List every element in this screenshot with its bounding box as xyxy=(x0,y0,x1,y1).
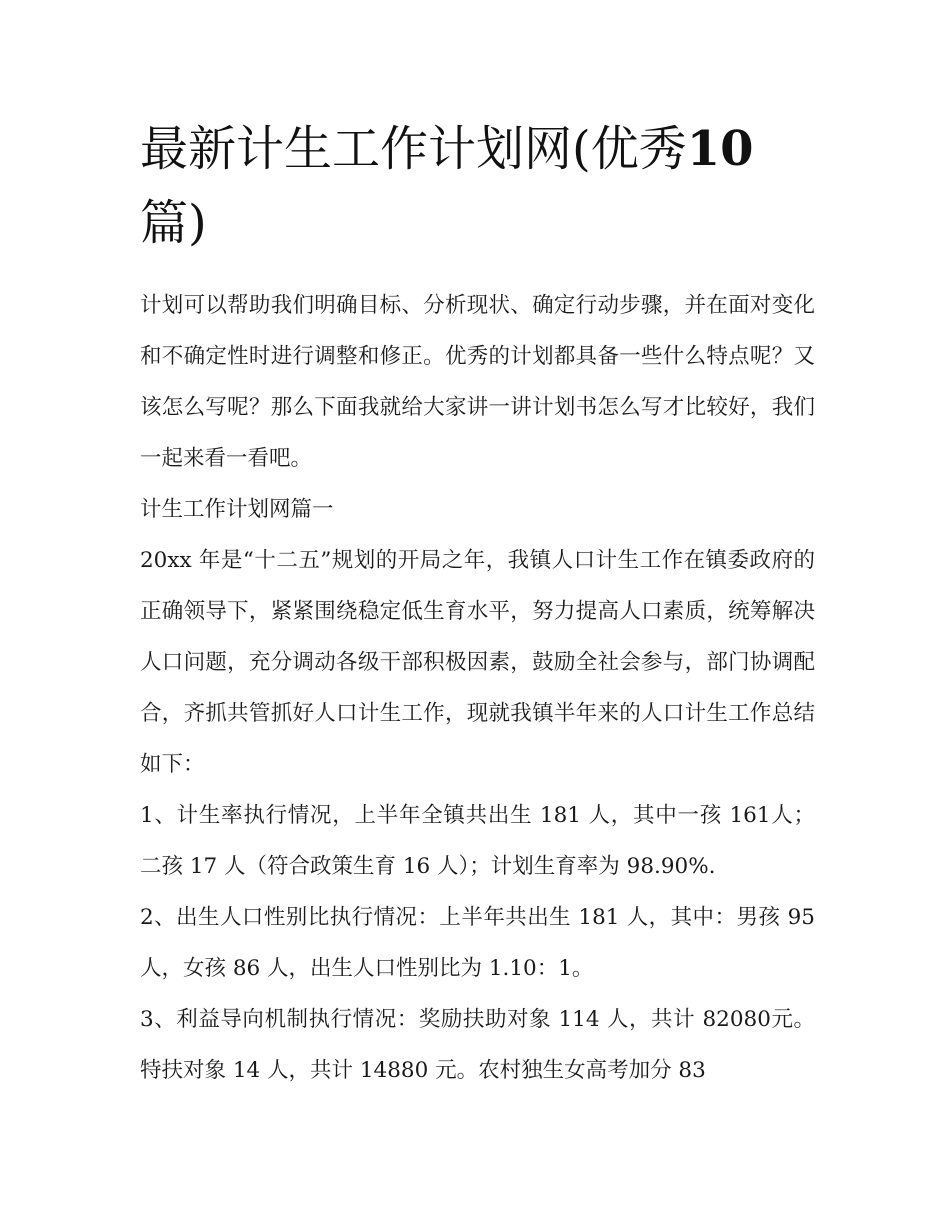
title-end: 篇) xyxy=(140,195,207,251)
title-number: 10 xyxy=(686,121,754,177)
list-item-2: 2、出生人口性别比执行情况：上半年共出生 181 人，其中：男孩 95 人，女孩 86 人，出生人口性别比为 1.10：1。 xyxy=(140,905,815,981)
section-intro-paragraph: 20xx 年是“十二五”规划的开局之年，我镇人口计生工作在镇委政府的正确领导下，紧紧围绕稳定低生育水平，努力提高人口素质，统筹解决人口问题，充分调动各级干部积极因素，鼓励全社会参与，部门协调配合，齐抓共管抓好人口计生工作，现就我镇半年来的人口计生工作总结如下： xyxy=(140,548,815,777)
intro-paragraph: 计划可以帮助我们明确目标、分析现状、确定行动步骤，并在面对变化和不确定性时进行调整和修正。优秀的计划都具备一些什么特点呢？又该怎么写呢？那么下面我就给大家讲一讲计划书怎么写才比较好，我们一起来看一看吧。 xyxy=(140,293,815,471)
list-item-3: 3、利益导向机制执行情况：奖励扶助对象 114 人，共计 82080元。特扶对象 14 人，共计 14880 元。农村独生女高考加分 83 xyxy=(140,1007,815,1083)
document-title xyxy=(140,112,820,260)
list-item-1: 1、计生率执行情况，上半年全镇共出生 181 人，其中一孩 161人；二孩 17 人（符合政策生育 16 人）；计划生育率为 98.90%. xyxy=(140,803,815,879)
section-heading: 计生工作计划网篇一 xyxy=(140,497,334,522)
title-main: 最新计生工作计划网(优秀 xyxy=(140,121,687,177)
